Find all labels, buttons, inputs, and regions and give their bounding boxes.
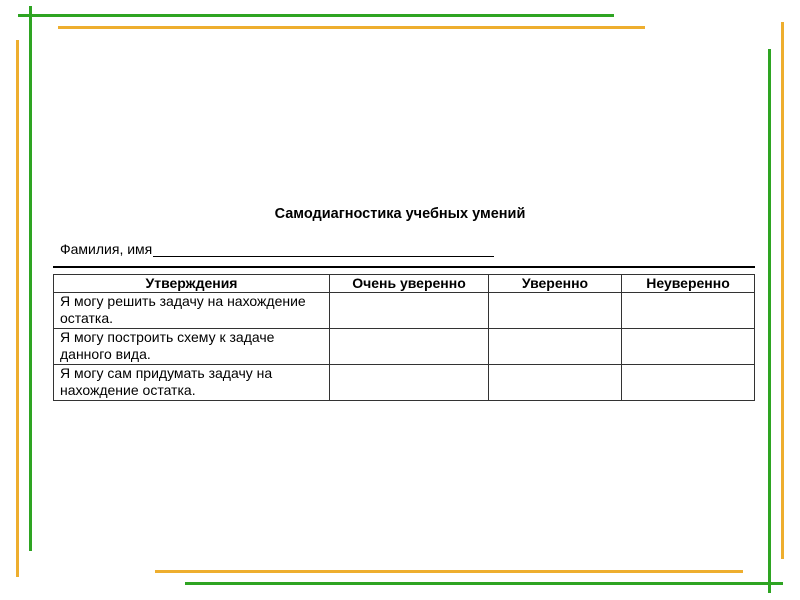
frame-line-orange-left [16, 40, 19, 577]
frame-line-orange-top [58, 26, 645, 29]
not-confident-cell[interactable] [622, 365, 755, 401]
table-row [54, 293, 755, 329]
name-input-line[interactable] [153, 242, 494, 257]
very-confident-cell[interactable] [330, 329, 489, 365]
statement-cell: Я могу сам придумать задачу на нахождение остатка. [54, 365, 330, 401]
document-title: Самодиагностика учебных умений [274, 206, 526, 222]
table-header-row [54, 275, 755, 293]
table-row [54, 329, 755, 365]
statement-cell: Я могу решить задачу на нахождение остатка. [54, 293, 330, 329]
header-statements: Утверждения [54, 275, 330, 293]
not-confident-cell[interactable] [622, 293, 755, 329]
frame-line-orange-right [781, 22, 784, 559]
header-confident: Уверенно [489, 275, 622, 293]
confident-cell[interactable] [489, 329, 622, 365]
very-confident-cell[interactable] [330, 293, 489, 329]
not-confident-cell[interactable] [622, 329, 755, 365]
frame-line-green-right [768, 49, 771, 593]
self-assessment-table [53, 274, 755, 401]
very-confident-cell[interactable] [330, 365, 489, 401]
frame-line-orange-bottom [155, 570, 743, 573]
confident-cell[interactable] [489, 293, 622, 329]
confident-cell[interactable] [489, 365, 622, 401]
frame-line-green-top [18, 14, 614, 17]
table-row [54, 365, 755, 401]
header-not-confident: Неуверенно [622, 275, 755, 293]
header-very-confident: Очень уверенно [330, 275, 489, 293]
name-label: Фамилия, имя [60, 241, 153, 257]
separator-line [53, 266, 755, 268]
frame-line-green-bottom [185, 582, 783, 585]
statement-cell: Я могу построить схему к задаче данного вида. [54, 329, 330, 365]
frame-line-green-left [29, 6, 32, 551]
name-field-row [60, 241, 494, 257]
